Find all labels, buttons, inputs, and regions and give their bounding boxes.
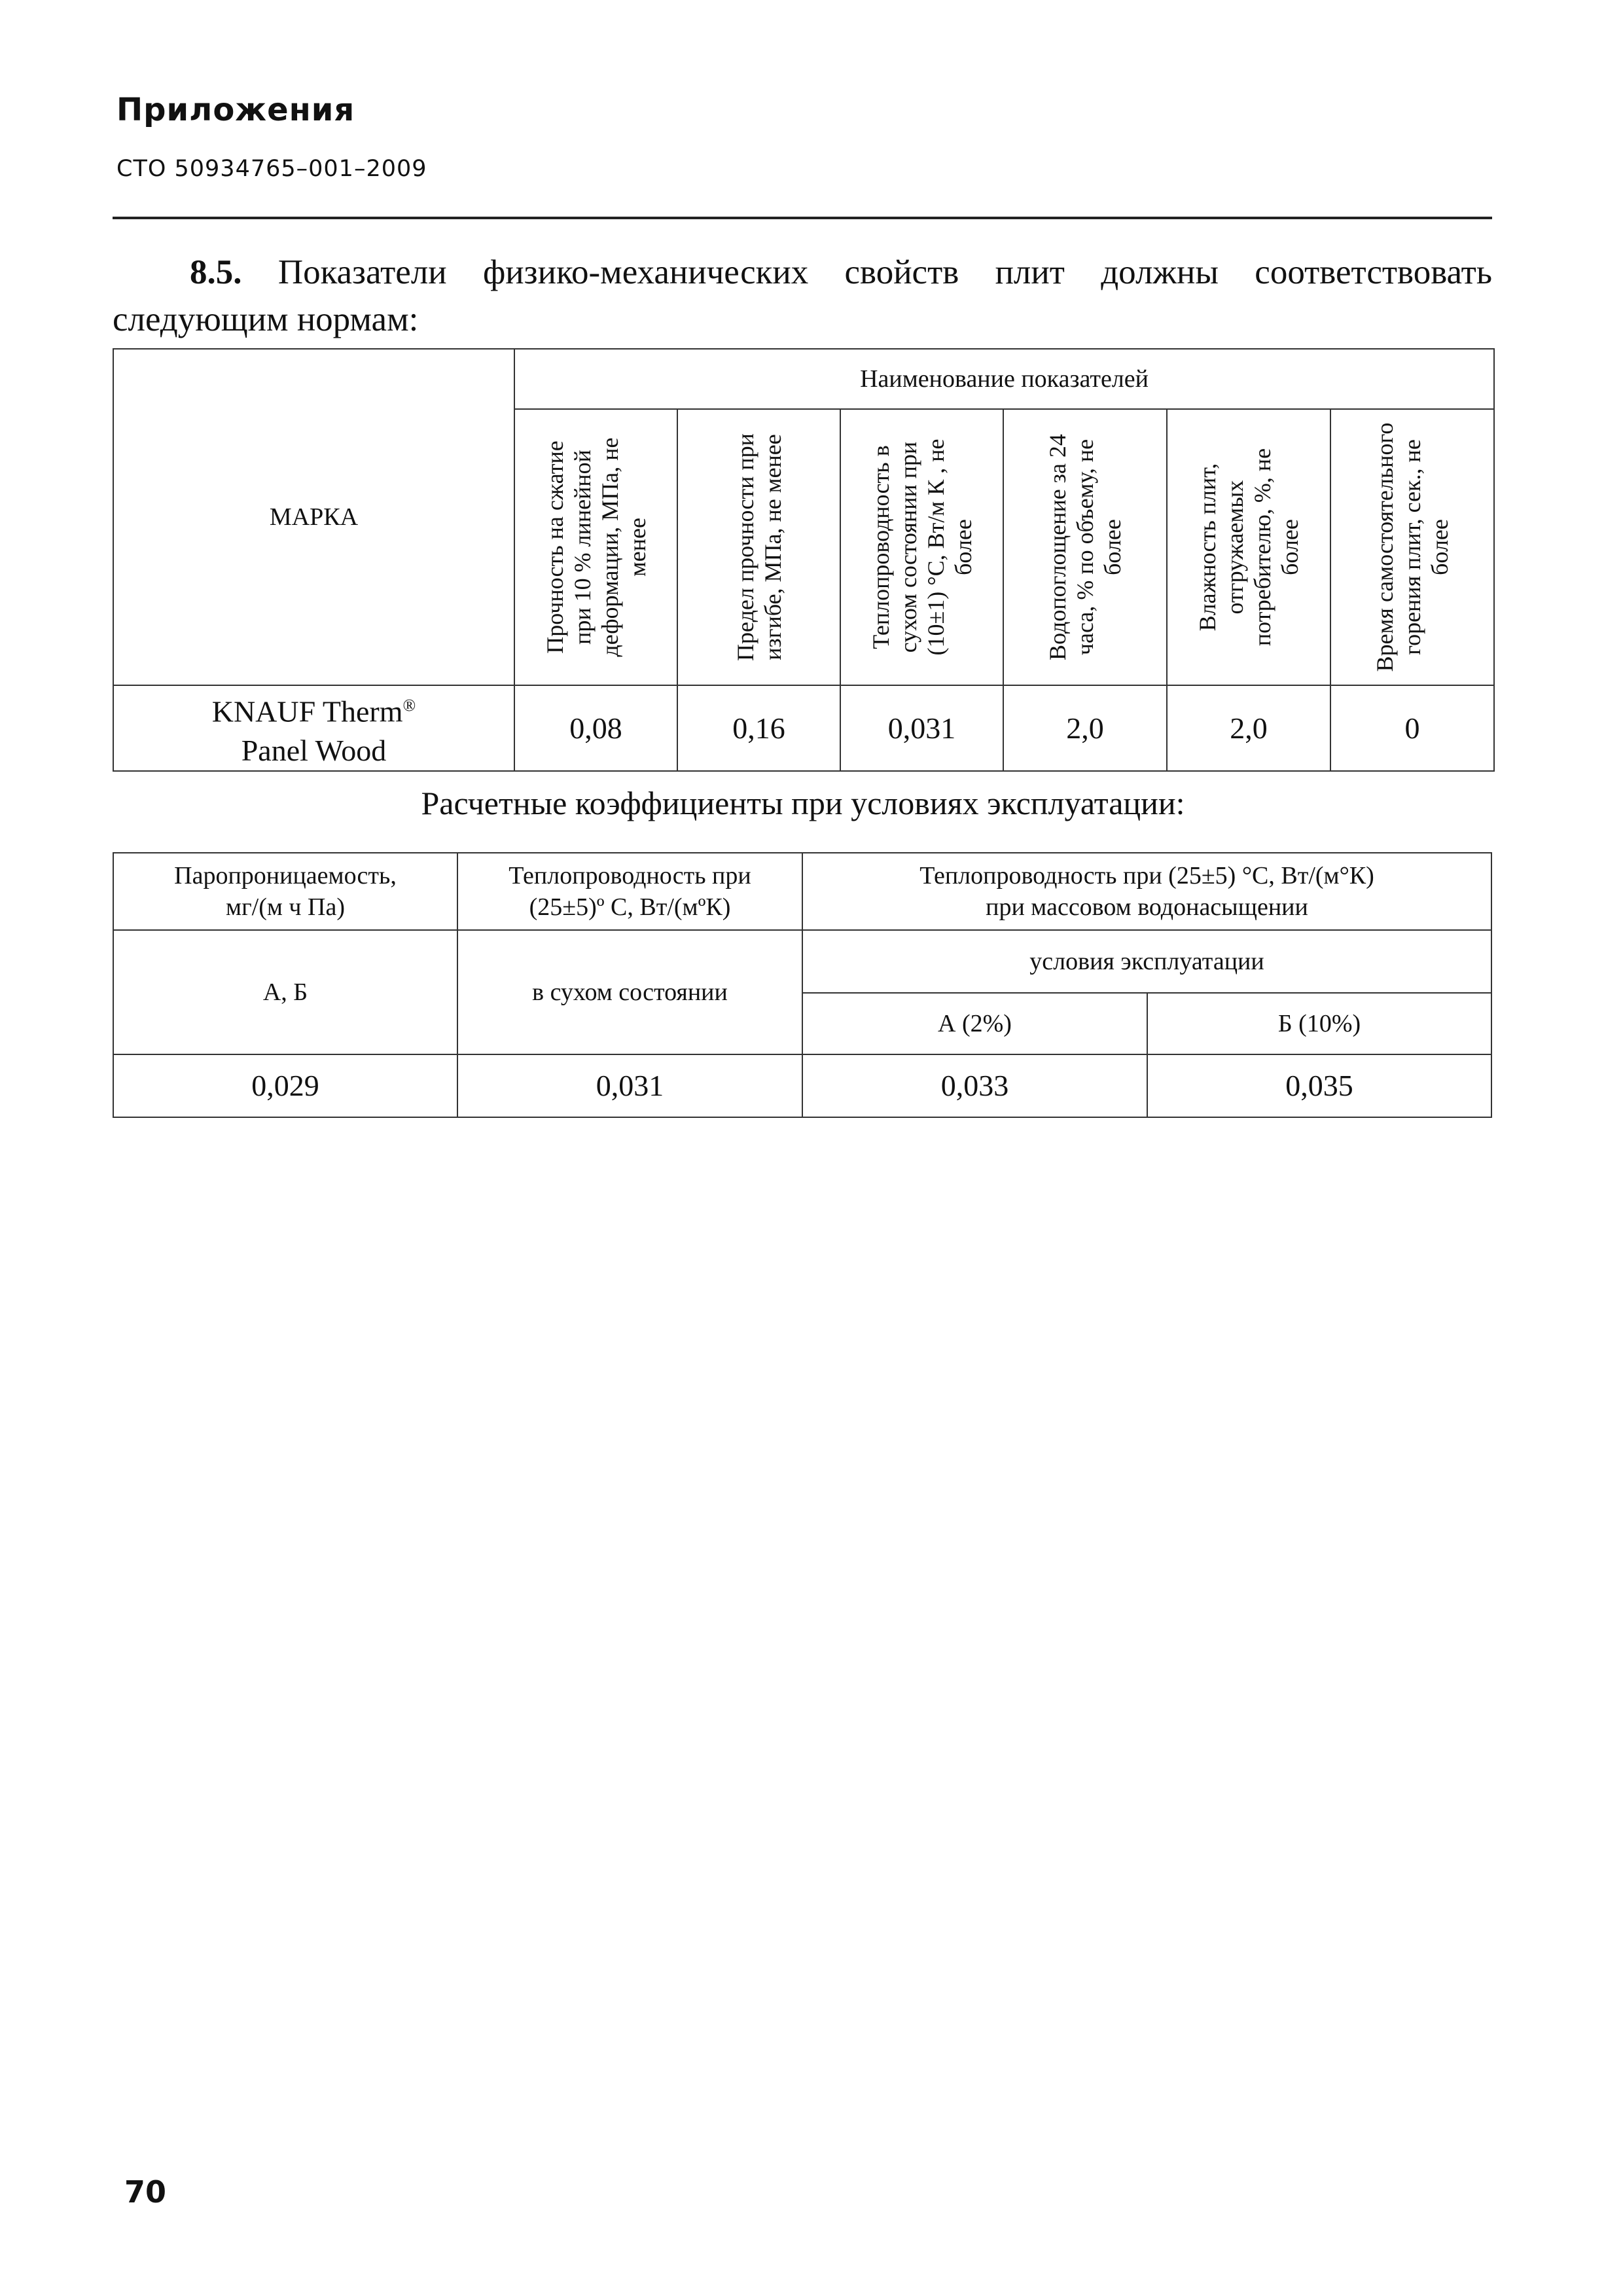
- column-header-thermal-conductivity: [840, 409, 1003, 685]
- condition-a-label: А (2%): [802, 993, 1147, 1054]
- paragraph-number: 8.5.: [190, 253, 242, 291]
- value-cell: 0,035: [1147, 1054, 1491, 1117]
- header-line: мг/(м ч Па): [226, 893, 345, 921]
- column-header-text: Предел прочности при изгибе, МПа, не менее: [732, 433, 786, 661]
- vapor-permeability-header: [113, 853, 457, 930]
- paragraph-8-5: [113, 249, 1492, 343]
- indicators-group-header: Наименование показателей: [514, 349, 1494, 409]
- document-code: СТО 50934765–001–2009: [116, 156, 427, 182]
- conditions-label: условия эксплуатации: [802, 930, 1491, 993]
- section-title: Приложения: [116, 92, 355, 128]
- value-cell: 0: [1330, 685, 1494, 771]
- product-name: [113, 685, 514, 771]
- product-name-line2: Panel Wood: [241, 734, 387, 768]
- column-header-burning-time: [1330, 409, 1494, 685]
- coefficients-table: [113, 852, 1492, 1118]
- saturated-conductivity-header: [802, 853, 1491, 930]
- table-caption: Расчетные коэффициенты при условиях эксплуатации:: [421, 785, 1185, 821]
- value-cell: 0,08: [514, 685, 677, 771]
- column-header-text: Теплопроводность в сухом состоянии при (10±1) °С, Вт/м К , не более: [867, 439, 976, 656]
- value-cell: 0,16: [677, 685, 840, 771]
- value-cell: 2,0: [1003, 685, 1167, 771]
- column-header-text: Влажность плит, отгружаемых потребителю, %, не более: [1194, 448, 1303, 647]
- header-line: Теплопроводность при: [508, 862, 751, 889]
- header-line: Паропроницаемость,: [174, 862, 397, 889]
- product-name-line1: KNAUF Therm: [211, 694, 403, 728]
- column-header-moisture: [1167, 409, 1330, 685]
- thermal-conductivity-header: [457, 853, 802, 930]
- column-header-water-absorption: [1003, 409, 1167, 685]
- marka-header: МАРКА: [113, 349, 514, 685]
- properties-table: [113, 348, 1495, 772]
- column-header-text: Водопоглощение за 24 часа, % по объему, не более: [1044, 434, 1126, 660]
- column-header-bending-strength: [677, 409, 840, 685]
- value-cell: 0,031: [457, 1054, 802, 1117]
- header-line: при массовом водонасыщении: [986, 893, 1308, 921]
- value-cell: 0,033: [802, 1054, 1147, 1117]
- value-cell: 0,031: [840, 685, 1003, 771]
- condition-b-label: Б (10%): [1147, 993, 1491, 1054]
- dry-state-label: в сухом состоянии: [457, 930, 802, 1054]
- value-cell: 2,0: [1167, 685, 1330, 771]
- header-divider: [113, 217, 1492, 219]
- registered-mark: ®: [402, 696, 416, 715]
- ab-label: А, Б: [113, 930, 457, 1054]
- page-number: 70: [124, 2174, 167, 2210]
- paragraph-text: Показатели физико-механических свойств плит должны соответствовать следующим нормам:: [113, 253, 1493, 338]
- value-cell: 0,029: [113, 1054, 457, 1117]
- header-line: Теплопроводность при (25±5) °С, Вт/(м°К): [919, 862, 1374, 889]
- column-header-text: Время самостоятельного горения плит, сек., не более: [1372, 422, 1454, 672]
- header-line: (25±5)º С, Вт/(мºК): [529, 893, 731, 921]
- column-header-text: Прочность на сжатие при 10 % линейной деформации, МПа, не менее: [541, 437, 651, 657]
- column-header-compressive-strength: [514, 409, 677, 685]
